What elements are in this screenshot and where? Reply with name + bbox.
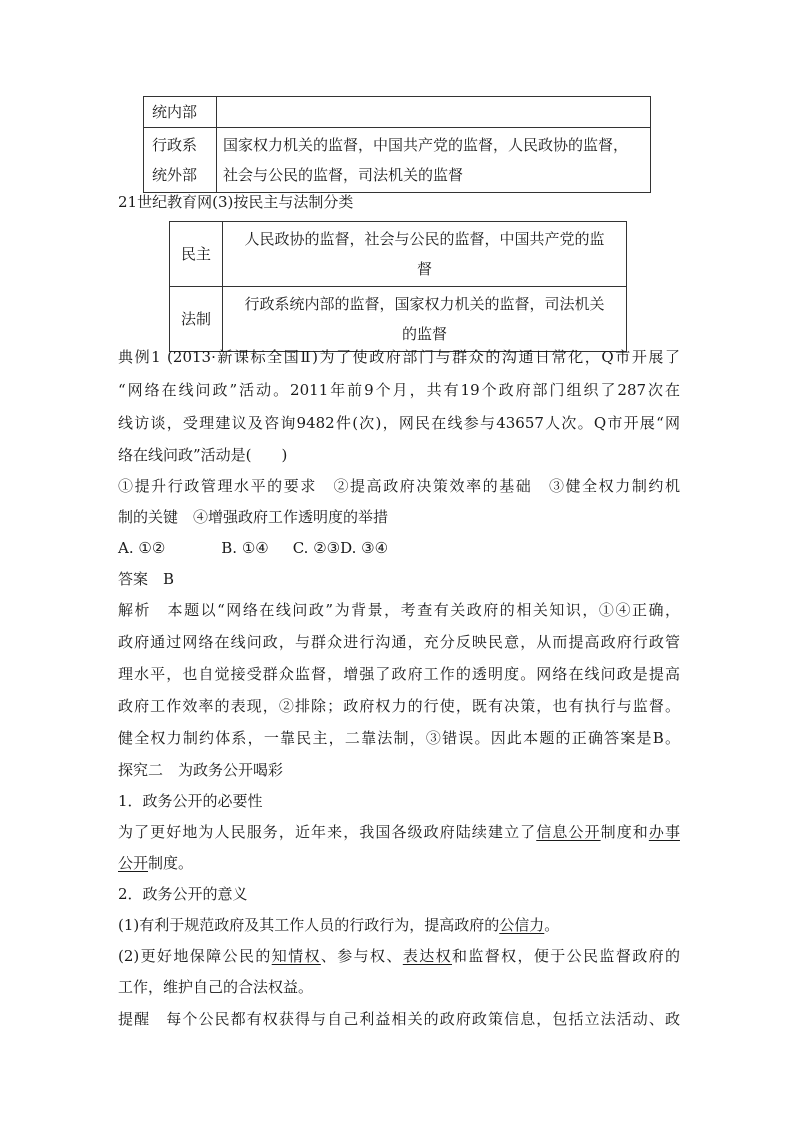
underlined-term: 办事 (648, 823, 680, 841)
significance-item-2 (118, 941, 680, 971)
text-run: (1)有利于规范政府及其工作人员的行政行为，提高政府的 (118, 916, 500, 934)
supervision-table-democracy-law (169, 221, 627, 352)
table-row (144, 97, 651, 128)
underlined-term: 表达权 (402, 947, 452, 965)
value-line: 行政系统内部的监督，国家权力机关的监督，司法机关 (244, 295, 605, 313)
subheading-significance: 2．政务公开的意义 (118, 885, 248, 903)
significance-item-1 (118, 910, 680, 940)
text-run: 制度和 (600, 823, 649, 841)
option-b: B. ①④ (221, 539, 269, 557)
table-cell-value (223, 222, 627, 287)
analysis-line: 政府工作效率的表现，②排除；政府权力的行使，既有决策，也有执行与监督。 (118, 697, 680, 715)
text-run: 和监督权，便于公民监督政府的 (451, 947, 680, 965)
option-c: C. ②③ (292, 539, 341, 557)
table-cell-label: 统内部 (144, 97, 217, 128)
text-run: 、参与权、 (320, 947, 403, 965)
text-run: (2)更好地保障公民的 (118, 947, 272, 965)
text-run: 。 (544, 916, 560, 934)
value-line: 国家权力机关的监督，中国共产党的监督，人民政协的监督， (223, 136, 629, 154)
option-d: D. ③④ (340, 539, 389, 557)
paragraph-necessity (118, 817, 680, 847)
table-cell-label (144, 128, 217, 193)
underlined-term: 信息公开 (536, 823, 601, 841)
classification-heading: 21世纪教育网(3)按民主与法制分类 (118, 193, 354, 211)
answer-options (118, 533, 680, 563)
table-cell-label: 法制 (170, 287, 223, 352)
value-line: 社会与公民的监督，司法机关的监督 (223, 166, 464, 184)
example-line: 线访谈，受理建议及咨询9482件(次)，网民在线参与43657人次。Q市开展“网 (118, 414, 680, 432)
example-line: 络在线问政”活动是( ) (118, 446, 288, 464)
underlined-term: 公信力 (499, 916, 545, 934)
paragraph-necessity-cont (118, 848, 680, 878)
example-line: ①提升行政管理水平的要求 ②提高政府决策效率的基础 ③健全权力制约机 (118, 477, 680, 495)
analysis-line: 解析 本题以“网络在线问政”为背景，考查有关政府的相关知识，①④正确， (118, 601, 680, 619)
subheading-necessity: 1．政务公开的必要性 (118, 792, 263, 810)
table-cell-value (217, 97, 651, 128)
example-line: 典例1 (2013·新课标全国Ⅱ)为了使政府部门与群众的沟通日常化，Q市开展了 (118, 348, 680, 366)
text-run: 为了更好地为人民服务，近年来，我国各级政府陆续建立了 (118, 823, 537, 841)
supervision-table-internal-external (143, 96, 651, 193)
significance-item-2-cont: 工作，维护自己的合法权益。 (118, 978, 314, 996)
example-line: 制的关键 ④增强政府工作透明度的举措 (118, 508, 389, 526)
underlined-term: 知情权 (271, 947, 321, 965)
table-row (170, 222, 627, 287)
answer-line: 答案 B (118, 570, 175, 588)
label-line: 统外部 (152, 166, 198, 184)
table-cell-value (217, 128, 651, 193)
reminder-line: 提醒 每个公民都有权获得与自己利益相关的政府政策信息，包括立法活动、政 (118, 1010, 680, 1028)
underlined-term: 公开 (118, 854, 149, 872)
analysis-line: 政府通过网络在线问政，与群众进行沟通，充分反映民意，从而提高政府行政管 (118, 633, 680, 651)
value-line: 督 (416, 260, 432, 278)
example-line: “网络在线问政”活动。2011年前9个月，共有19个政府部门组织了287次在 (118, 381, 680, 399)
option-a: A. ①② (118, 539, 166, 557)
value-line: 的监督 (401, 325, 447, 343)
text-run: 制度。 (148, 854, 194, 872)
table-row (144, 128, 651, 193)
analysis-line: 理水平，也自觉接受群众监督，增强了政府工作的透明度。网络在线问政是提高 (118, 665, 680, 683)
label-line: 行政系 (152, 136, 198, 154)
table-cell-label: 民主 (170, 222, 223, 287)
analysis-line: 健全权力制约体系，一靠民主，二靠法制，③错误。因此本题的正确答案是B。 (118, 729, 680, 747)
section-title: 探究二 为政务公开喝彩 (118, 761, 284, 779)
value-line: 人民政协的监督，社会与公民的监督，中国共产党的监 (244, 230, 605, 248)
